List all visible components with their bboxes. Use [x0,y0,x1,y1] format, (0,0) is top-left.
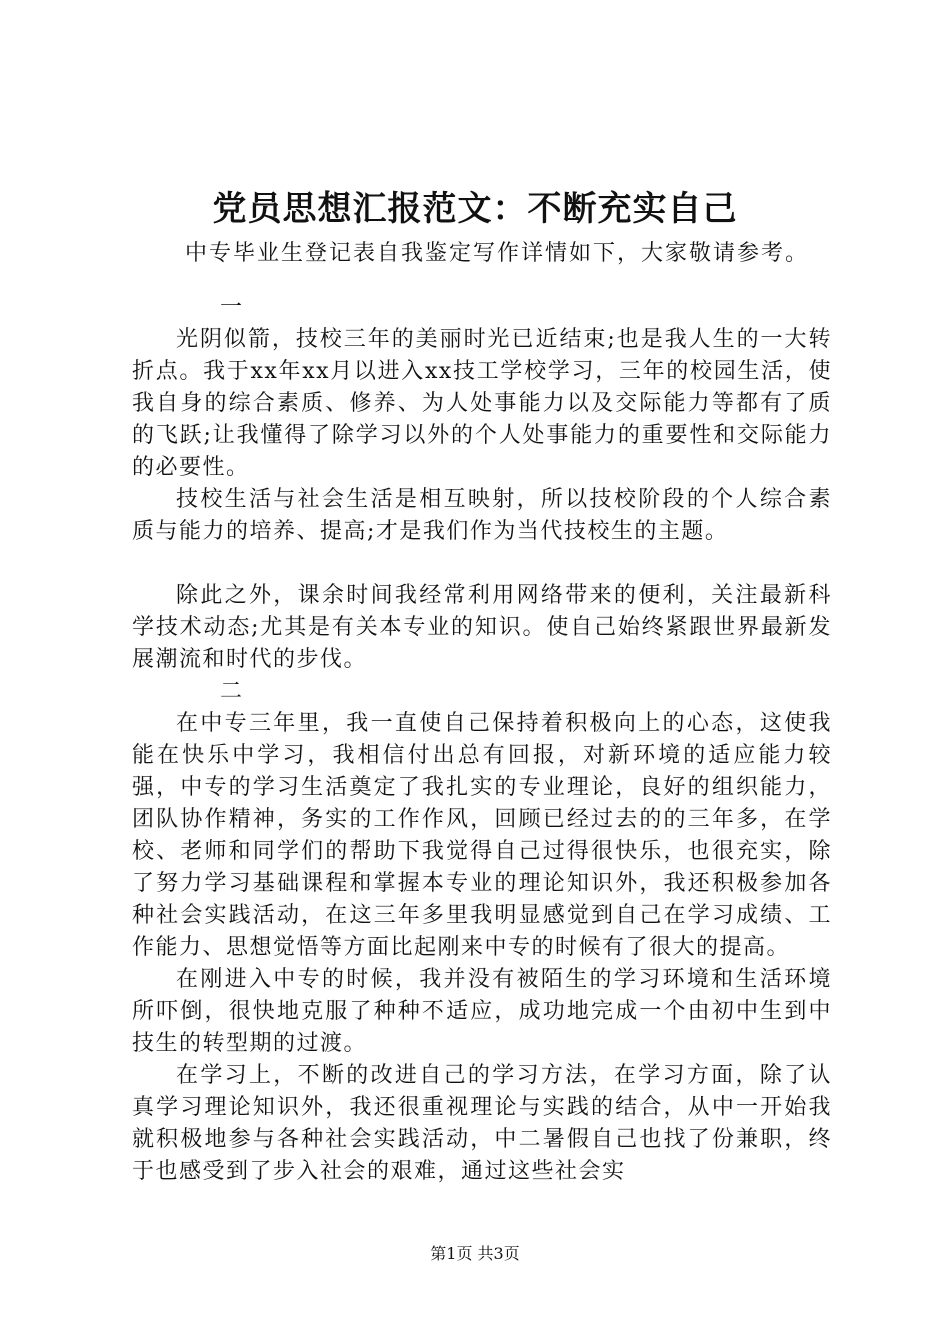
paragraph: 在学习上，不断的改进自己的学习方法，在学习方面，除了认真学习理论知识外，我还很重视理论与实践的结合，从中一开始我就积极地参与各种社会实践活动，中二暑假自己也找了份兼职，终于也感受到了步入社会的艰难，通过这些社会实 [132,1063,832,1184]
paragraph: 在刚进入中专的时候，我并没有被陌生的学习环境和生活环境所吓倒，很快地克服了种种不适应，成功地完成一个由初中生到中技生的转型期的过渡。 [132,967,832,1056]
document-title: 党员思想汇报范文：不断充实自己 [212,189,738,229]
paragraph: 技校生活与社会生活是相互映射，所以技校阶段的个人综合素质与能力的培养、提高;才是我们作为当代技校生的主题。 [132,487,832,544]
paragraph: 除此之外，课余时间我经常利用网络带来的便利，关注最新科学技术动态;尤其是有关本专业的知识。使自己始终紧跟世界最新发展潮流和时代的步伐。 [132,583,832,672]
paragraph: 光阴似箭，技校三年的美丽时光已近结束;也是我人生的一大转折点。我于xx年xx月以进入xx技工学校学习，三年的校园生活，使我自身的综合素质、修养、为人处事能力以及交际能力等都有了质的飞跃;让我懂得了除学习以外的个人处事能力的重要性和交际能力的必要性。 [132,327,832,480]
section-marker-1: 一 [220,295,244,320]
section-marker-2: 二 [220,679,244,704]
document-subtitle: 中专毕业生登记表自我鉴定写作详情如下，大家敬请参考。 [185,241,810,266]
paragraph: 在中专三年里，我一直使自己保持着积极向上的心态，这使我能在快乐中学习，我相信付出总有回报，对新环境的适应能力较强，中专的学习生活奠定了我扎实的专业理论，良好的组织能力，团队协作精神，务实的工作作风，回顾已经过去的的三年多，在学校、老师和同学们的帮助下我觉得自己过得很快乐，也很充实，除了努力学习基础课程和掌握本专业的理论知识外，我还积极参加各种社会实践活动，在这三年多里我明显感觉到自己在学习成绩、工作能力、思想觉悟等方面比起刚来中专的时候有了很大的提高。 [132,711,832,960]
document-body [132,292,832,1188]
page-number-footer: 第1页 共3页 [430,1244,520,1263]
